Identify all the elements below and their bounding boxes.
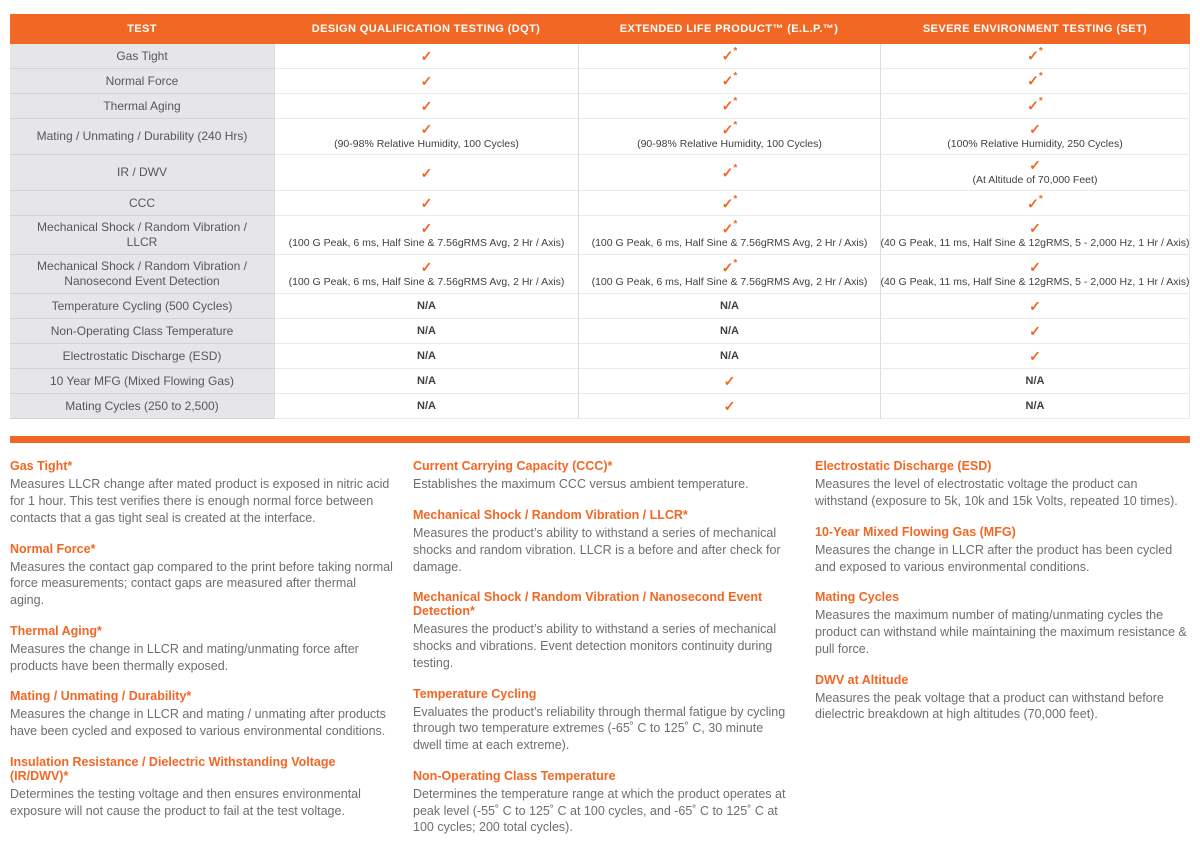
na-text: N/A xyxy=(417,374,436,387)
check-icon: ✓ xyxy=(1029,121,1041,138)
test-name: Temperature Cycling (500 Cycles) xyxy=(10,294,274,319)
result-cell xyxy=(274,155,578,191)
result-cell xyxy=(880,191,1190,216)
condition-note: (90-98% Relative Humidity, 100 Cycles) xyxy=(334,138,519,151)
glossary-term: Mating Cycles xyxy=(815,590,900,605)
condition-note: (100 G Peak, 6 ms, Half Sine & 7.56gRMS Avg, 2 Hr / Axis) xyxy=(591,236,868,249)
orange-divider-bar xyxy=(10,436,1190,443)
result-cell xyxy=(880,119,1190,155)
table-row xyxy=(10,319,1190,344)
check-icon: ✓ xyxy=(420,47,433,64)
result-cell xyxy=(578,69,880,94)
test-name: Mating Cycles (250 to 2,500) xyxy=(10,394,274,419)
glossary-entry xyxy=(413,459,795,493)
column-header-set: SEVERE ENVIRONMENT TESTING (SET) xyxy=(922,23,1148,35)
glossary-entry xyxy=(413,687,795,754)
glossary-definition: Measures the product’s ability to withstand a series of mechanical shocks and random vibration. LLCR is a before and after check for damage. xyxy=(413,526,781,574)
result-cell xyxy=(274,344,578,369)
test-name: CCC xyxy=(10,191,274,216)
check-icon: ✓ xyxy=(420,164,433,181)
glossary-entry xyxy=(10,755,393,820)
check-star-icon: ✓* xyxy=(721,218,738,237)
check-icon: ✓ xyxy=(420,97,433,114)
result-cell xyxy=(274,69,578,94)
glossary-entry xyxy=(10,624,393,675)
condition-note: (100 G Peak, 6 ms, Half Sine & 7.56gRMS Avg, 2 Hr / Axis) xyxy=(591,275,868,288)
glossary-term: Temperature Cycling xyxy=(413,686,537,701)
glossary-term: Mechanical Shock / Random Vibration / Nanosecond Event Detection* xyxy=(413,590,763,619)
check-icon: ✓ xyxy=(420,258,433,275)
result-cell xyxy=(274,191,578,216)
result-cell xyxy=(578,294,880,319)
table-row xyxy=(10,94,1190,119)
result-cell xyxy=(578,44,880,69)
result-cell xyxy=(880,369,1190,394)
check-icon: ✓ xyxy=(1029,219,1041,236)
check-icon: ✓ xyxy=(1029,157,1041,174)
column-header-test: TEST xyxy=(127,23,157,35)
test-name: Thermal Aging xyxy=(10,94,274,119)
test-name: Mating / Unmating / Durability (240 Hrs) xyxy=(10,119,274,155)
na-text: N/A xyxy=(417,299,436,312)
result-cell xyxy=(274,294,578,319)
check-star-icon: ✓* xyxy=(721,257,738,276)
result-cell xyxy=(880,44,1190,69)
test-name: Mechanical Shock / Random Vibration / Nanosecond Event Detection xyxy=(10,255,274,294)
glossary-term: Gas Tight* xyxy=(10,459,73,474)
glossary-term: Normal Force* xyxy=(10,541,96,556)
check-star-icon: ✓* xyxy=(721,193,738,212)
table-row xyxy=(10,344,1190,369)
check-icon: ✓ xyxy=(723,372,736,389)
result-cell xyxy=(880,294,1190,319)
condition-note: (40 G Peak, 11 ms, Half Sine & 12gRMS, 5 - 2,000 Hz, 1 Hr / Axis) xyxy=(880,236,1190,249)
result-cell xyxy=(880,394,1190,419)
condition-note: (100 G Peak, 6 ms, Half Sine & 7.56gRMS Avg, 2 Hr / Axis) xyxy=(288,275,565,288)
column-header-dqt: DESIGN QUALIFICATION TESTING (DQT) xyxy=(311,23,541,35)
na-text: N/A xyxy=(720,299,739,312)
check-star-icon: ✓* xyxy=(721,120,738,138)
glossary-entry xyxy=(815,525,1190,576)
table-row xyxy=(10,191,1190,216)
glossary-term: Non-Operating Class Temperature xyxy=(413,768,616,783)
glossary-term: 10-Year Mixed Flowing Gas (MFG) xyxy=(815,524,1016,539)
glossary-definition: Measures the peak voltage that a product can withstand before dielectric breakdown at high altitudes (70,000 feet). xyxy=(815,690,1164,722)
na-text: N/A xyxy=(417,324,436,337)
glossary-entry xyxy=(10,542,393,609)
result-cell xyxy=(880,155,1190,191)
na-text: N/A xyxy=(1025,374,1045,387)
glossary-definition: Measures the contact gap compared to the print before taking normal force measurements; contact gaps are measured after thermal aging. xyxy=(10,559,393,608)
glossary-term: Current Carrying Capacity (CCC)* xyxy=(413,459,613,474)
na-text: N/A xyxy=(417,399,436,412)
check-star-icon: ✓* xyxy=(721,71,738,89)
result-cell xyxy=(880,94,1190,119)
test-comparison-table xyxy=(10,14,1190,419)
glossary-definition: Measures the change in LLCR and mating/unmating force after products have been thermally exposed. xyxy=(10,641,359,673)
check-icon: ✓ xyxy=(1029,322,1041,339)
glossary-term: Mechanical Shock / Random Vibration / LLCR* xyxy=(413,508,688,523)
result-cell xyxy=(274,319,578,344)
glossary-definition: Measures the product’s ability to withstand a series of mechanical shocks and vibrations. Event detection monitors continuity during testing. xyxy=(413,622,777,670)
result-cell xyxy=(578,255,880,294)
table-row xyxy=(10,155,1190,191)
result-cell xyxy=(880,69,1190,94)
check-icon: ✓ xyxy=(1029,347,1041,364)
test-name: 10 Year MFG (Mixed Flowing Gas) xyxy=(10,369,274,394)
result-cell xyxy=(880,255,1190,294)
check-icon: ✓ xyxy=(723,397,736,414)
check-star-icon: ✓* xyxy=(721,96,738,114)
na-text: N/A xyxy=(720,324,739,337)
check-icon: ✓ xyxy=(1029,297,1041,314)
glossary-term: Mating / Unmating / Durability* xyxy=(10,689,192,704)
table-row xyxy=(10,44,1190,69)
result-cell xyxy=(274,94,578,119)
result-cell xyxy=(578,191,880,216)
result-cell xyxy=(578,344,880,369)
glossary-definition: Evaluates the product’s reliability through thermal fatigue by cycling through two temperature extremes (-65˚ C to 125˚ C, 30 minute dwell time at each extreme). xyxy=(413,704,786,753)
result-cell xyxy=(880,344,1190,369)
glossary xyxy=(10,459,1190,851)
na-text: N/A xyxy=(1025,399,1045,412)
test-name: Non-Operating Class Temperature xyxy=(10,319,274,344)
condition-note: (At Altitude of 70,000 Feet) xyxy=(972,174,1098,187)
glossary-term: Insulation Resistance / Dielectric Withstanding Voltage (IR/DWV)* xyxy=(10,754,336,783)
table-row xyxy=(10,294,1190,319)
result-cell xyxy=(578,155,880,191)
result-cell xyxy=(274,369,578,394)
table-row xyxy=(10,255,1190,294)
table-header-row xyxy=(10,14,1190,44)
glossary-term: Electrostatic Discharge (ESD) xyxy=(815,459,992,474)
test-name: Electrostatic Discharge (ESD) xyxy=(10,344,274,369)
glossary-term: Thermal Aging* xyxy=(10,623,102,638)
result-cell xyxy=(274,216,578,255)
result-cell xyxy=(274,119,578,155)
result-cell xyxy=(578,94,880,119)
glossary-definition: Determines the temperature range at which the product operates at peak level (-55˚ C to 125˚ C at 100 cycles, and -65˚ C to 125˚ C at 100 cycles; 200 total cycles). xyxy=(413,786,786,835)
test-name: IR / DWV xyxy=(10,155,274,191)
glossary-definition: Measures the change in LLCR and mating / unmating after products have been cycled and exposed to various environmental conditions. xyxy=(10,707,386,739)
table-row xyxy=(10,69,1190,94)
result-cell xyxy=(880,319,1190,344)
na-text: N/A xyxy=(720,349,739,362)
table-body xyxy=(10,44,1190,419)
result-cell xyxy=(578,394,880,419)
check-icon: ✓ xyxy=(420,121,433,138)
check-star-icon: ✓* xyxy=(1027,46,1043,64)
check-star-icon: ✓* xyxy=(1027,71,1043,89)
result-cell xyxy=(578,119,880,155)
condition-note: (100% Relative Humidity, 250 Cycles) xyxy=(947,138,1123,151)
na-text: N/A xyxy=(417,349,436,362)
glossary-entry xyxy=(10,689,393,740)
result-cell xyxy=(578,216,880,255)
glossary-entry xyxy=(413,769,795,836)
condition-note: (100 G Peak, 6 ms, Half Sine & 7.56gRMS Avg, 2 Hr / Axis) xyxy=(288,236,565,249)
column-header-elp: EXTENDED LIFE PRODUCT™ (E.L.P.™) xyxy=(619,23,839,35)
glossary-definition: Measures the change in LLCR after the product has been cycled and exposed to various environmental conditions. xyxy=(815,542,1173,574)
glossary-entry xyxy=(10,459,393,526)
check-icon: ✓ xyxy=(420,219,433,236)
check-star-icon: ✓* xyxy=(721,46,738,64)
glossary-column-3 xyxy=(815,459,1190,851)
check-star-icon: ✓* xyxy=(721,163,738,181)
check-icon: ✓ xyxy=(420,194,433,211)
check-star-icon: ✓* xyxy=(1027,193,1043,212)
test-name: Mechanical Shock / Random Vibration / LLCR xyxy=(10,216,274,255)
test-name: Normal Force xyxy=(10,69,274,94)
test-name: Gas Tight xyxy=(10,44,274,69)
glossary-definition: Measures the level of electrostatic voltage the product can withstand (exposure to 5k, 10k and 15k Volts, repeated 10 times). xyxy=(815,477,1178,509)
result-cell xyxy=(880,216,1190,255)
result-cell xyxy=(274,255,578,294)
table-row xyxy=(10,119,1190,155)
result-cell xyxy=(578,369,880,394)
glossary-definition: Determines the testing voltage and then ensures environmental exposure will not cause the product to fail at the test voltage. xyxy=(10,786,361,818)
glossary-entry xyxy=(815,459,1190,510)
check-icon: ✓ xyxy=(420,72,433,89)
glossary-entry xyxy=(815,673,1190,724)
glossary-entry xyxy=(413,590,795,671)
condition-note: (40 G Peak, 11 ms, Half Sine & 12gRMS, 5 - 2,000 Hz, 1 Hr / Axis) xyxy=(880,275,1190,288)
check-icon: ✓ xyxy=(1029,258,1041,275)
glossary-column-2 xyxy=(413,459,795,851)
glossary-entry xyxy=(413,508,795,575)
glossary-entry xyxy=(815,590,1190,657)
check-star-icon: ✓* xyxy=(1027,96,1043,114)
table-row xyxy=(10,394,1190,419)
result-cell xyxy=(578,319,880,344)
glossary-term: DWV at Altitude xyxy=(815,672,909,687)
glossary-definition: Establishes the maximum CCC versus ambient temperature. xyxy=(413,477,749,492)
glossary-column-1 xyxy=(10,459,393,851)
condition-note: (90-98% Relative Humidity, 100 Cycles) xyxy=(637,138,822,151)
glossary-definition: Measures LLCR change after mated product is exposed in nitric acid for 1 hour. This test verifies there is enough normal force between contacts that a gas tight seal is created at the interface. xyxy=(10,477,390,525)
result-cell xyxy=(274,44,578,69)
result-cell xyxy=(274,394,578,419)
table-row xyxy=(10,216,1190,255)
glossary-definition: Measures the maximum number of mating/unmating cycles the product can withstand while maintaining the maximum resistance & pull force. xyxy=(815,608,1187,656)
table-row xyxy=(10,369,1190,394)
